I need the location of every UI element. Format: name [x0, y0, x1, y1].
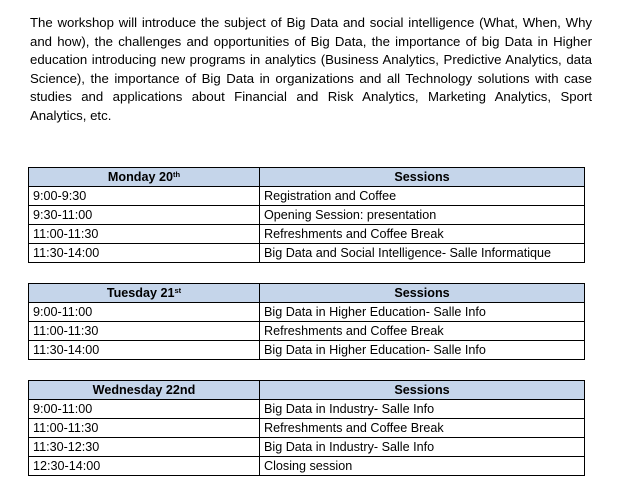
- day-label: Tuesday 21: [106, 286, 175, 300]
- table-row: [29, 225, 585, 244]
- day-header: [29, 284, 260, 303]
- day-header: [29, 168, 260, 187]
- time-cell: 9:00-11:00: [29, 303, 260, 322]
- schedule-table-monday: [28, 167, 585, 263]
- time-cell: 11:30-14:00: [29, 341, 260, 360]
- sessions-header: Sessions: [260, 381, 585, 400]
- session-cell: Closing session: [260, 457, 585, 476]
- sessions-header: Sessions: [260, 284, 585, 303]
- session-cell: Registration and Coffee: [260, 187, 585, 206]
- table-row: [29, 187, 585, 206]
- intro-paragraph: The workshop will introduce the subject of Big Data and social intelligence (What, When, Why and how), the challenges and opportunities of Big Data, the importance of big Data in Higher education introducing new programs in analytics (Business Analytics, Predictive Analytics, data Science), the importance of Big Data in organizations and all Technology solutions with case studies and applications about Financial and Risk Analytics, Marketing Analytics, Sport Analytics, etc.: [30, 15, 592, 123]
- session-cell: Big Data and Social Intelligence- Salle Informatique: [260, 244, 585, 263]
- time-cell: 9:30-11:00: [29, 206, 260, 225]
- table-row: [29, 341, 585, 360]
- table-row: [29, 244, 585, 263]
- sessions-header: Sessions: [260, 168, 585, 187]
- time-cell: 9:00-11:00: [29, 400, 260, 419]
- time-cell: 12:30-14:00: [29, 457, 260, 476]
- time-cell: 11:30-12:30: [29, 438, 260, 457]
- session-cell: Opening Session: presentation: [260, 206, 585, 225]
- day-label: Monday 20: [107, 170, 173, 184]
- schedule-table-wednesday: [28, 380, 585, 476]
- time-cell: 11:00-11:30: [29, 225, 260, 244]
- schedule-table-tuesday: [28, 283, 585, 360]
- session-cell: Big Data in Higher Education- Salle Info: [260, 303, 585, 322]
- table-row: [29, 303, 585, 322]
- day-header: [29, 381, 260, 400]
- time-cell: 11:30-14:00: [29, 244, 260, 263]
- table-row: [29, 322, 585, 341]
- time-cell: 11:00-11:30: [29, 322, 260, 341]
- day-suffix: st: [174, 286, 182, 295]
- time-cell: 11:00-11:30: [29, 419, 260, 438]
- table-row: [29, 438, 585, 457]
- time-cell: 9:00-9:30: [29, 187, 260, 206]
- day-label: Wednesday 22nd: [92, 383, 196, 397]
- session-cell: Big Data in Industry- Salle Info: [260, 438, 585, 457]
- table-row: [29, 457, 585, 476]
- table-header-row: [29, 381, 585, 400]
- session-cell: Refreshments and Coffee Break: [260, 322, 585, 341]
- session-cell: Refreshments and Coffee Break: [260, 225, 585, 244]
- table-row: [29, 419, 585, 438]
- session-cell: Big Data in Industry- Salle Info: [260, 400, 585, 419]
- day-suffix: th: [173, 170, 181, 179]
- session-cell: Big Data in Higher Education- Salle Info: [260, 341, 585, 360]
- table-row: [29, 206, 585, 225]
- table-header-row: [29, 284, 585, 303]
- table-row: [29, 400, 585, 419]
- table-header-row: [29, 168, 585, 187]
- session-cell: Refreshments and Coffee Break: [260, 419, 585, 438]
